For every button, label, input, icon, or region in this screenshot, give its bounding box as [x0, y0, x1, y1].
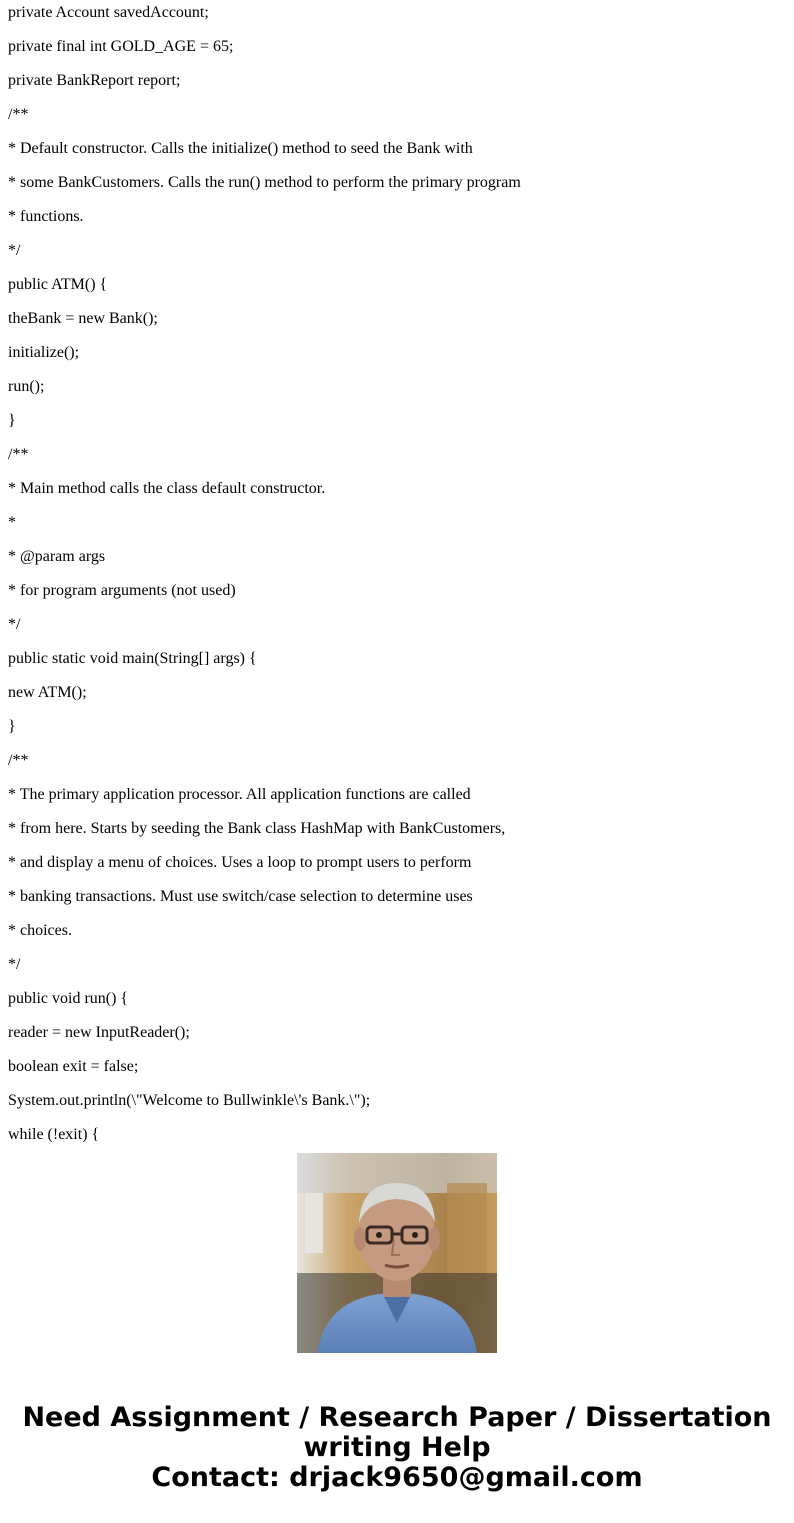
code-line: /**	[8, 446, 29, 463]
promo-contact-email[interactable]: Contact: drjack9650@gmail.com	[151, 1462, 643, 1493]
code-line: * some BankCustomers. Calls the run() method to perform the primary program	[8, 174, 521, 191]
code-line: theBank = new Bank();	[8, 310, 158, 327]
code-line: System.out.println(\"Welcome to Bullwinkle\'s Bank.\");	[8, 1092, 371, 1109]
code-line: * @param args	[8, 548, 106, 565]
promo-line-2: writing Help	[303, 1432, 491, 1463]
code-line: * from here. Starts by seeding the Bank class HashMap with BankCustomers,	[8, 820, 506, 837]
code-line: boolean exit = false;	[8, 1058, 139, 1075]
code-line: new ATM();	[8, 684, 87, 701]
code-line: */	[8, 956, 21, 973]
code-lines	[8, 0, 521, 1152]
code-line: private final int GOLD_AGE = 65;	[8, 38, 234, 55]
code-line: private Account savedAccount;	[8, 4, 209, 21]
code-line: public ATM() {	[8, 276, 108, 293]
code-line: /**	[8, 752, 29, 769]
code-line: *	[8, 514, 16, 531]
code-line: * banking transactions. Must use switch/case selection to determine uses	[8, 888, 473, 905]
code-line: initialize();	[8, 344, 80, 361]
code-line: * for program arguments (not used)	[8, 582, 236, 599]
code-line: * Default constructor. Calls the initialize() method to seed the Bank with	[8, 140, 473, 157]
code-line: reader = new InputReader();	[8, 1024, 190, 1041]
code-line: * The primary application processor. All application functions are called	[8, 786, 471, 803]
promo-line-1: Need Assignment / Research Paper / Dissertation	[22, 1402, 772, 1433]
code-line: private BankReport report;	[8, 72, 181, 89]
contact-banner	[0, 1403, 794, 1493]
code-line: */	[8, 616, 21, 633]
code-line: while (!exit) {	[8, 1126, 100, 1143]
code-line: * functions.	[8, 208, 84, 225]
code-line: * and display a menu of choices. Uses a loop to prompt users to perform	[8, 854, 472, 871]
code-line: * Main method calls the class default constructor.	[8, 480, 326, 497]
author-photo	[297, 1153, 497, 1353]
code-line: public static void main(String[] args) {	[8, 650, 257, 667]
code-line: }	[8, 718, 16, 735]
code-line: /**	[8, 106, 29, 123]
code-line: public void run() {	[8, 990, 129, 1007]
code-line: */	[8, 242, 21, 259]
author-avatar	[297, 1153, 497, 1353]
code-line: * choices.	[8, 922, 72, 939]
code-line: }	[8, 412, 16, 429]
code-line: run();	[8, 378, 45, 395]
